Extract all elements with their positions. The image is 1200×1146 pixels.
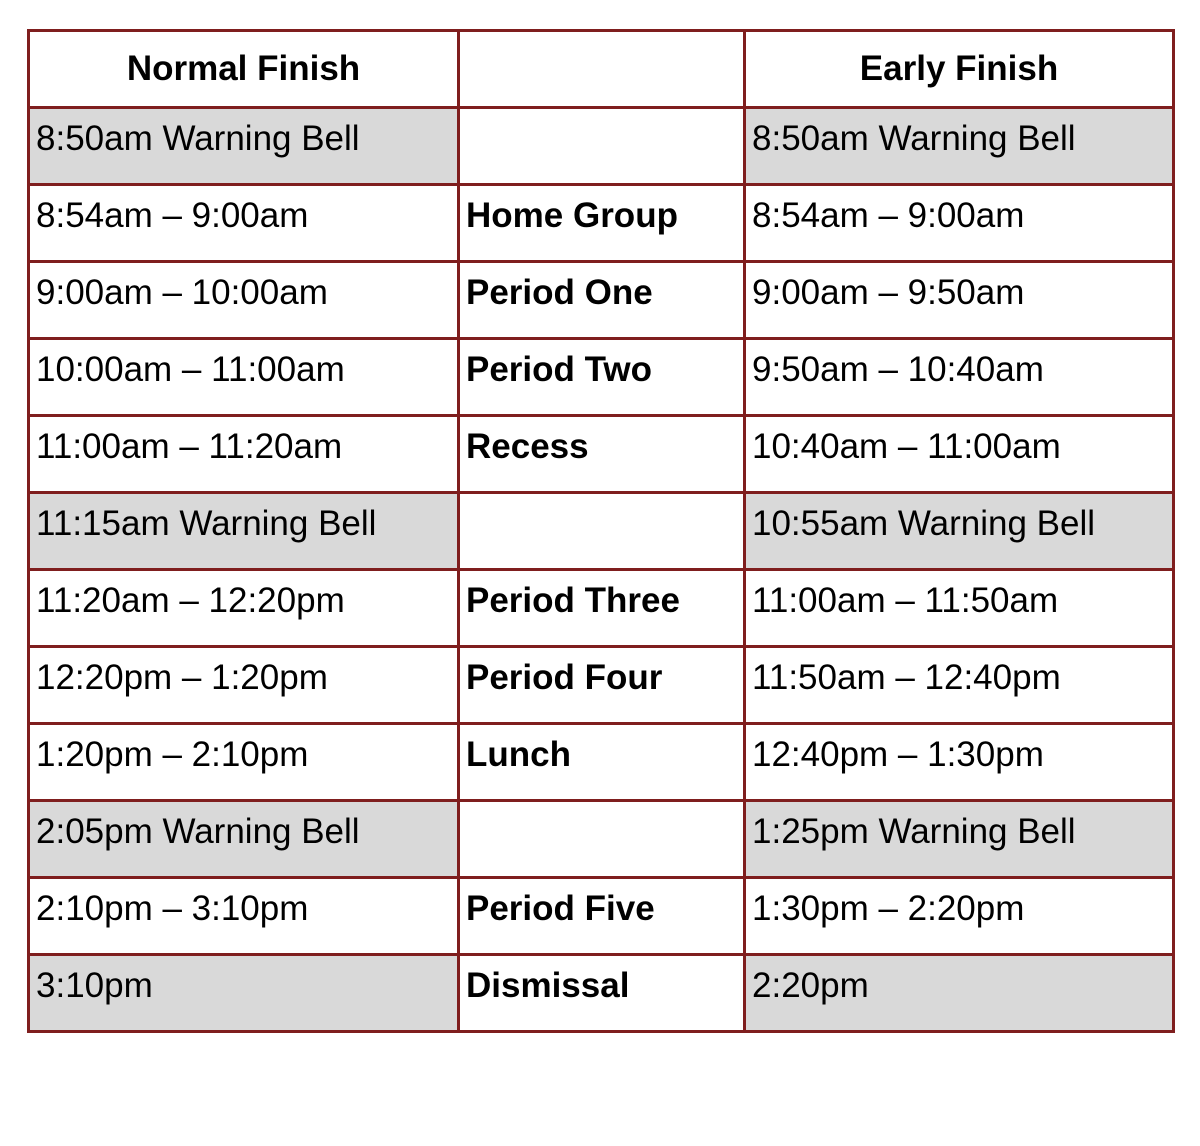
normal-finish-time: 11:15am Warning Bell	[29, 493, 459, 570]
early-finish-time: 1:30pm – 2:20pm	[745, 878, 1174, 955]
period-label	[459, 493, 745, 570]
middle-header	[459, 31, 745, 108]
early-finish-time: 10:40am – 11:00am	[745, 416, 1174, 493]
header-row	[29, 31, 1174, 108]
period-label: Period Four	[459, 647, 745, 724]
period-label: Recess	[459, 416, 745, 493]
period-label: Lunch	[459, 724, 745, 801]
normal-finish-time: 11:20am – 12:20pm	[29, 570, 459, 647]
bell-schedule-table	[27, 29, 1175, 1033]
table-row	[29, 339, 1174, 416]
schedule-body	[29, 108, 1174, 1032]
early-finish-time: 11:00am – 11:50am	[745, 570, 1174, 647]
period-label	[459, 801, 745, 878]
table-row	[29, 724, 1174, 801]
period-label: Period Three	[459, 570, 745, 647]
early-finish-time: 1:25pm Warning Bell	[745, 801, 1174, 878]
early-finish-time: 8:50am Warning Bell	[745, 108, 1174, 185]
table-row	[29, 185, 1174, 262]
early-finish-header: Early Finish	[745, 31, 1174, 108]
table-row	[29, 878, 1174, 955]
period-label: Dismissal	[459, 955, 745, 1032]
table-row	[29, 493, 1174, 570]
table-row	[29, 262, 1174, 339]
normal-finish-time: 10:00am – 11:00am	[29, 339, 459, 416]
normal-finish-header: Normal Finish	[29, 31, 459, 108]
table-row	[29, 801, 1174, 878]
early-finish-time: 11:50am – 12:40pm	[745, 647, 1174, 724]
early-finish-time: 9:00am – 9:50am	[745, 262, 1174, 339]
early-finish-time: 12:40pm – 1:30pm	[745, 724, 1174, 801]
normal-finish-time: 11:00am – 11:20am	[29, 416, 459, 493]
table-row	[29, 647, 1174, 724]
early-finish-time: 10:55am Warning Bell	[745, 493, 1174, 570]
normal-finish-time: 2:05pm Warning Bell	[29, 801, 459, 878]
normal-finish-time: 8:50am Warning Bell	[29, 108, 459, 185]
normal-finish-time: 9:00am – 10:00am	[29, 262, 459, 339]
early-finish-time: 2:20pm	[745, 955, 1174, 1032]
period-label: Period Five	[459, 878, 745, 955]
table-row	[29, 416, 1174, 493]
normal-finish-time: 1:20pm – 2:10pm	[29, 724, 459, 801]
normal-finish-time: 2:10pm – 3:10pm	[29, 878, 459, 955]
early-finish-time: 8:54am – 9:00am	[745, 185, 1174, 262]
period-label	[459, 108, 745, 185]
early-finish-time: 9:50am – 10:40am	[745, 339, 1174, 416]
period-label: Home Group	[459, 185, 745, 262]
normal-finish-time: 8:54am – 9:00am	[29, 185, 459, 262]
table-row	[29, 955, 1174, 1032]
normal-finish-time: 12:20pm – 1:20pm	[29, 647, 459, 724]
period-label: Period One	[459, 262, 745, 339]
table-row	[29, 570, 1174, 647]
normal-finish-time: 3:10pm	[29, 955, 459, 1032]
period-label: Period Two	[459, 339, 745, 416]
table-row	[29, 108, 1174, 185]
